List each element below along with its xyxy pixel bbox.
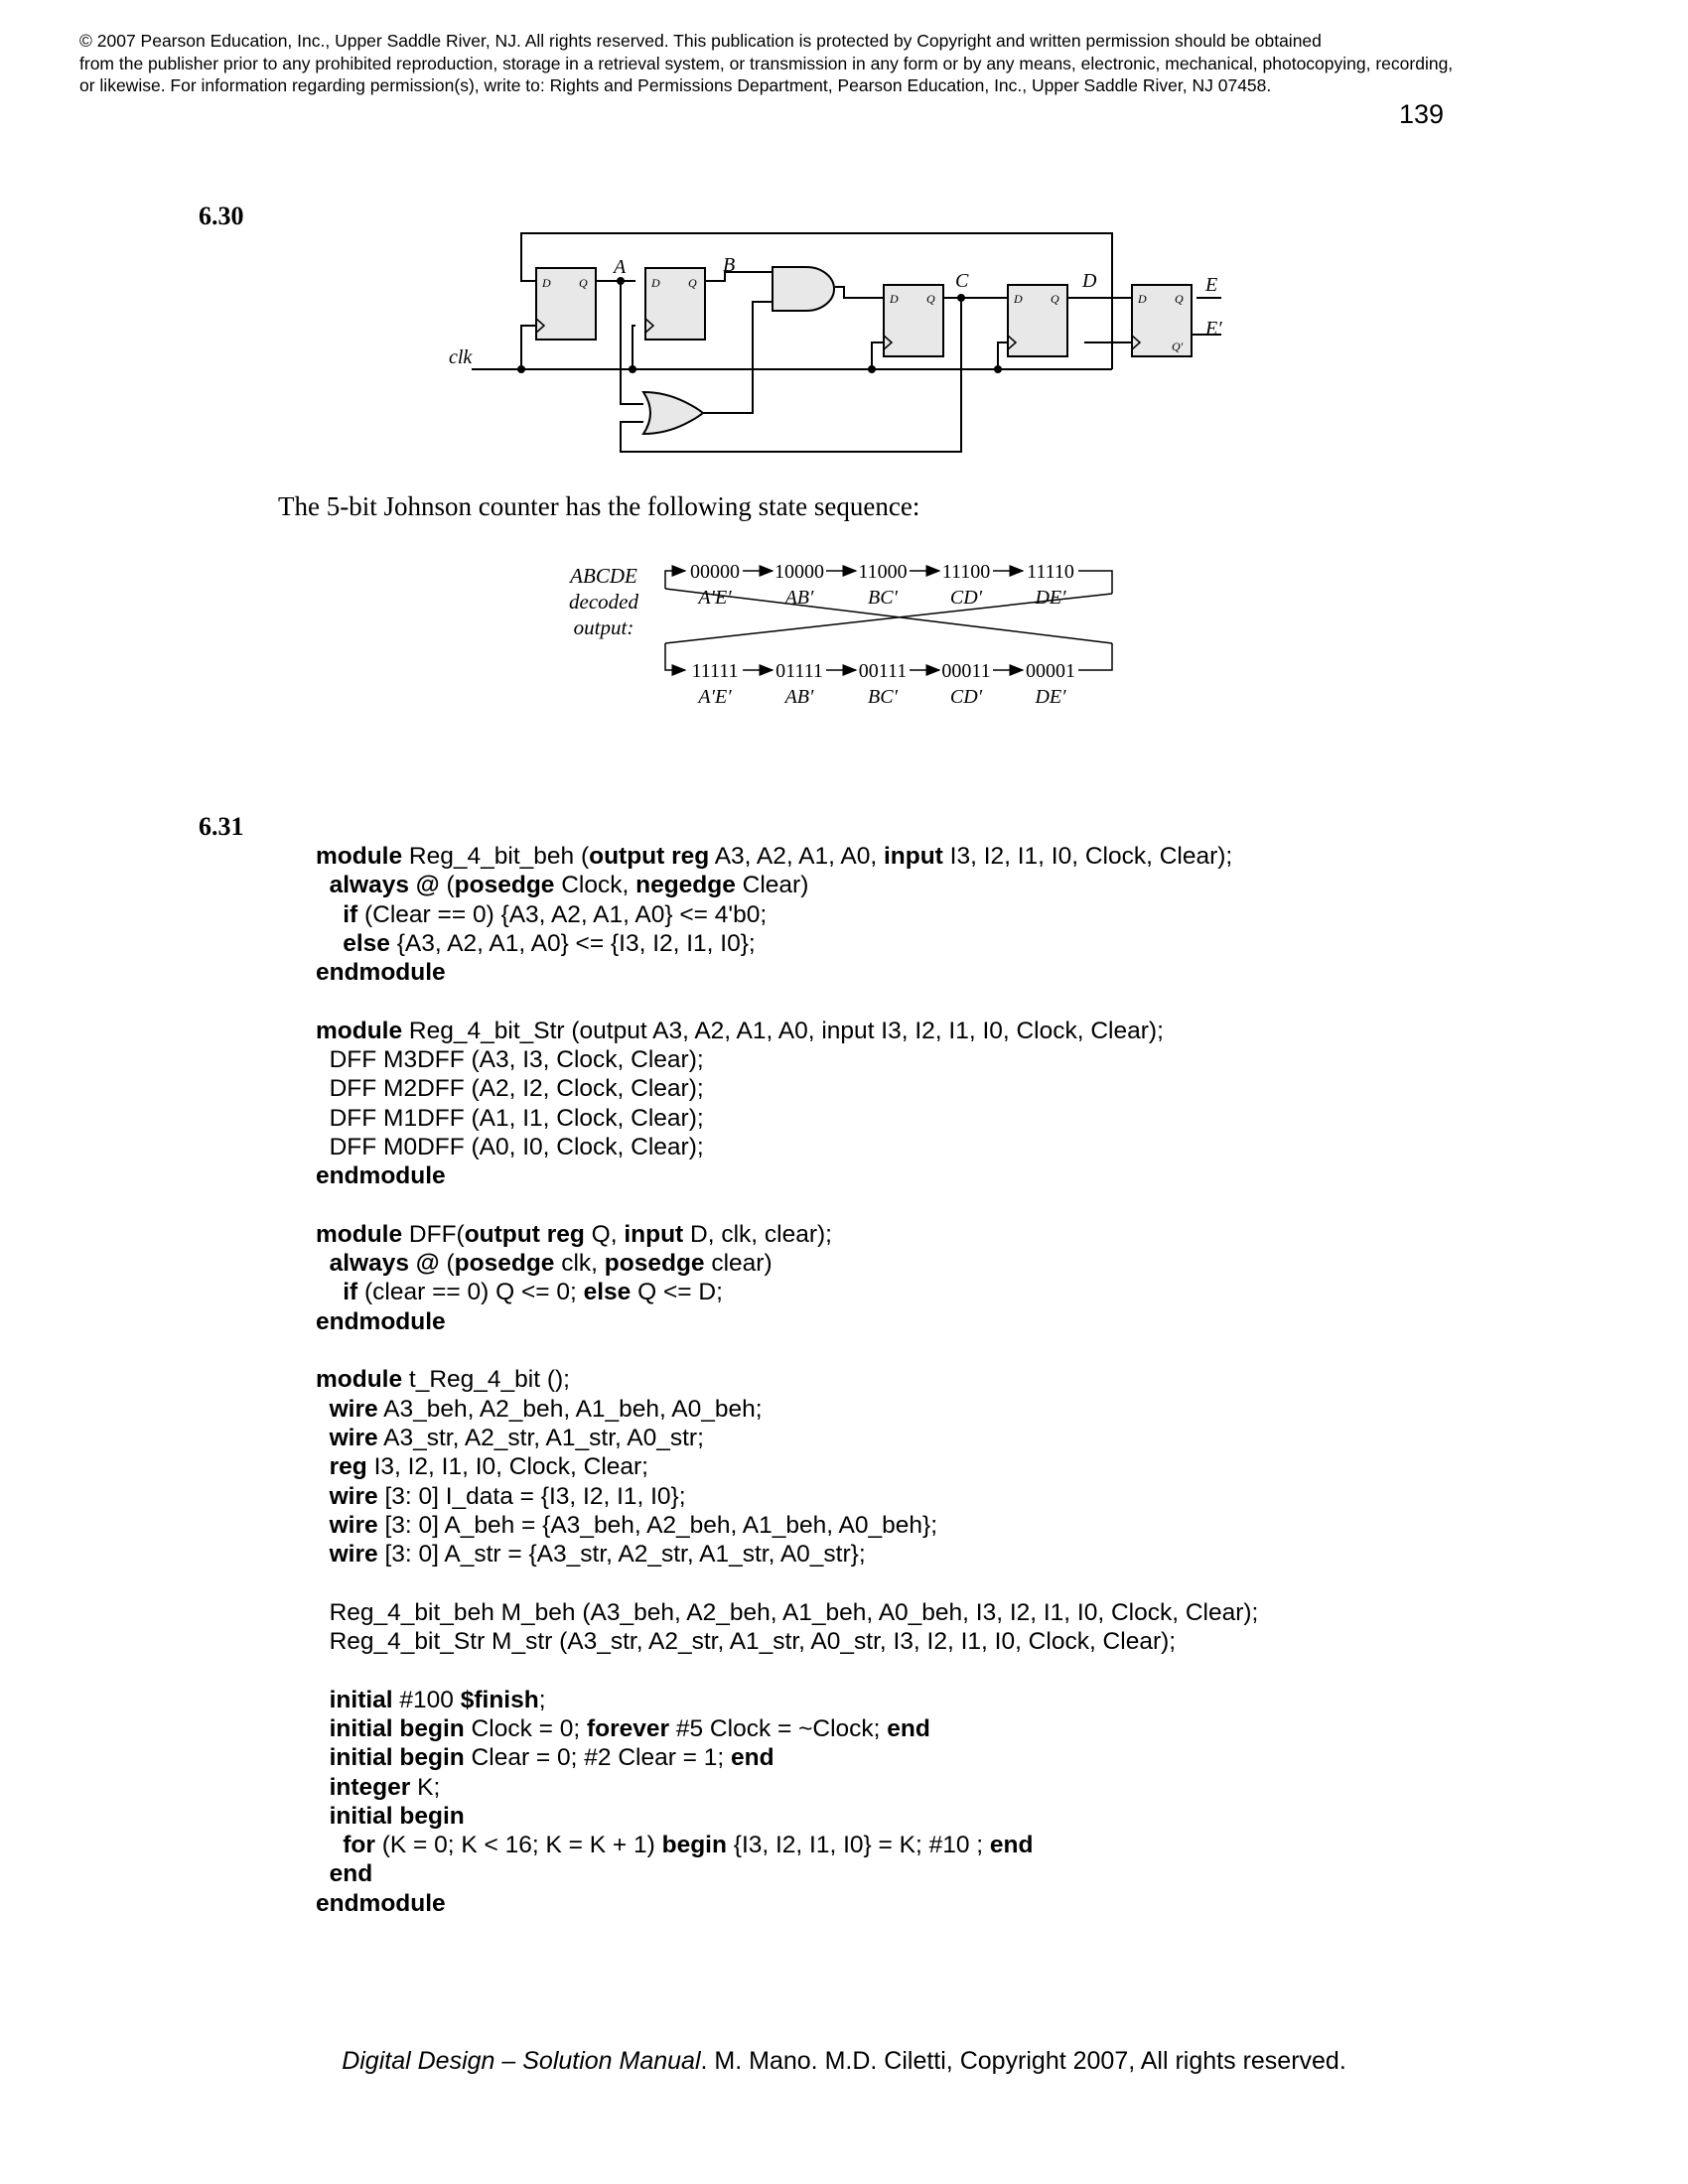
ff-d-label: D bbox=[1014, 292, 1023, 306]
code-line bbox=[316, 1569, 1258, 1597]
decoded-output: A′E′ bbox=[698, 686, 732, 708]
state-value: 11100 bbox=[941, 561, 991, 583]
side-label: ABCDE bbox=[570, 564, 637, 588]
ff-d-label: D bbox=[890, 292, 899, 306]
footer-citation bbox=[0, 2047, 1688, 2076]
code-line: initial begin Clock = 0; forever #5 Clock = ~Clock; end bbox=[329, 1714, 930, 1742]
code-line: always @ (posedge Clock, negedge Clear) bbox=[329, 872, 809, 899]
ff-q-label: Q bbox=[688, 276, 697, 290]
copyright-line: from the publisher prior to any prohibited reproduction, storage in a retrieval system, or transmission in any form or by any means, electronic, mechanical, photocopying, recording, bbox=[79, 53, 1454, 73]
code-line: module t_Reg_4_bit (); bbox=[316, 1366, 570, 1394]
copyright-line: or likewise. For information regarding permission(s), write to: Rights and Permissions Department, Pearson Education, Inc., Upper Saddle River, NJ 07458. bbox=[79, 75, 1272, 95]
code-line: end bbox=[329, 1860, 373, 1888]
signal-c-label: C bbox=[955, 270, 969, 292]
code-line: wire A3_beh, A2_beh, A1_beh, A0_beh; bbox=[329, 1395, 763, 1423]
code-line bbox=[316, 1336, 1258, 1365]
copyright-line: © 2007 Pearson Education, Inc., Upper Saddle River, NJ. All rights reserved. This publication is protected by Copyright and written permission should be obtained bbox=[79, 31, 1322, 51]
code-line: initial begin Clear = 0; #2 Clear = 1; end bbox=[329, 1744, 774, 1772]
decoded-output: BC′ bbox=[868, 587, 898, 609]
code-line: endmodule bbox=[316, 1889, 446, 1917]
decoded-output: DE′ bbox=[1035, 686, 1066, 708]
side-label: decoded bbox=[569, 590, 638, 614]
decoded-output: AB′ bbox=[784, 587, 814, 609]
code-line: reg I3, I2, I1, I0, Clock, Clear; bbox=[329, 1453, 648, 1481]
code-line: initial begin bbox=[329, 1802, 465, 1830]
copyright-notice bbox=[79, 30, 1628, 97]
signal-a-label: A bbox=[614, 256, 627, 278]
state-value: 11111 bbox=[691, 660, 739, 682]
decoded-output: BC′ bbox=[868, 686, 898, 708]
code-line: module Reg_4_bit_Str (output A3, A2, A1, A0, input I3, I2, I1, I0, Clock, Clear); bbox=[316, 1017, 1164, 1044]
state-value: 00011 bbox=[941, 660, 991, 682]
code-line: wire [3: 0] I_data = {I3, I2, I1, I0}; bbox=[329, 1482, 686, 1510]
state-value: 11110 bbox=[1027, 561, 1074, 583]
code-line: DFF M3DFF (A3, I3, Clock, Clear); bbox=[316, 1046, 704, 1074]
code-line: initial #100 $finish; bbox=[329, 1686, 546, 1713]
ff-q-label: Q bbox=[926, 292, 935, 306]
state-value: 00111 bbox=[858, 660, 908, 682]
problem-number-6-30: 6.30 bbox=[199, 202, 244, 230]
code-line: endmodule bbox=[316, 1162, 446, 1190]
code-line: wire [3: 0] A_beh = {A3_beh, A2_beh, A1_beh, A0_beh}; bbox=[329, 1511, 938, 1539]
clk-label: clk bbox=[449, 346, 473, 368]
footer-book-title: Digital Design – Solution Manual bbox=[342, 2047, 701, 2075]
or-gate bbox=[643, 392, 703, 434]
decoded-output: A′E′ bbox=[698, 587, 732, 609]
code-line bbox=[316, 1191, 1258, 1220]
ff-q-label: Q bbox=[579, 276, 588, 290]
code-line: for (K = 0; K < 16; K = K + 1) begin {I3, I2, I1, I0} = K; #10 ; end bbox=[343, 1832, 1034, 1859]
ff-d-label: D bbox=[651, 276, 660, 290]
code-line: module Reg_4_bit_beh (output reg A3, A2, A1, A0, input I3, I2, I1, I0, Clock, Clear); bbox=[316, 843, 1233, 870]
code-line: else {A3, A2, A1, A0} <= {I3, I2, I1, I0}; bbox=[343, 929, 756, 957]
ff-d-label: D bbox=[542, 276, 551, 290]
code-line: Reg_4_bit_Str M_str (A3_str, A2_str, A1_str, A0_str, I3, I2, I1, I0, Clock, Clear); bbox=[316, 1628, 1177, 1656]
code-line: wire [3: 0] A_str = {A3_str, A2_str, A1_str, A0_str}; bbox=[329, 1541, 866, 1569]
decoded-output: CD′ bbox=[949, 686, 983, 708]
code-line: DFF M2DFF (A2, I2, Clock, Clear); bbox=[316, 1075, 704, 1103]
code-line: DFF M1DFF (A1, I1, Clock, Clear); bbox=[316, 1104, 704, 1132]
code-line: Reg_4_bit_beh M_beh (A3_beh, A2_beh, A1_beh, A0_beh, I3, I2, I1, I0, Clock, Clear); bbox=[316, 1598, 1259, 1626]
code-line bbox=[316, 1656, 1258, 1685]
page-number: 139 bbox=[1398, 99, 1444, 129]
signal-b-label: B bbox=[723, 254, 736, 276]
decoded-output: DE′ bbox=[1035, 587, 1066, 609]
and-gate bbox=[773, 267, 834, 311]
state-value: 10000 bbox=[774, 561, 824, 583]
state-value: 00000 bbox=[690, 561, 740, 583]
state-sequence-diagram bbox=[556, 556, 1132, 715]
ff-qprime-label: Q′ bbox=[1172, 340, 1184, 353]
decoded-output: AB′ bbox=[784, 686, 814, 708]
code-line: integer K; bbox=[329, 1773, 441, 1801]
code-line: wire A3_str, A2_str, A1_str, A0_str; bbox=[329, 1424, 704, 1451]
state-value: 00001 bbox=[1026, 660, 1075, 682]
signal-e-prime-label: E′ bbox=[1205, 318, 1222, 340]
state-value: 11000 bbox=[858, 561, 908, 583]
verilog-code-block bbox=[316, 842, 1258, 1918]
footer-rest: . M. Mano. M.D. Ciletti, Copyright 2007, All rights reserved. bbox=[700, 2047, 1346, 2075]
code-line: DFF M0DFF (A0, I0, Clock, Clear); bbox=[316, 1133, 704, 1160]
decoded-output: CD′ bbox=[949, 587, 983, 609]
code-line: always @ (posedge clk, posedge clear) bbox=[329, 1250, 773, 1278]
johnson-counter-circuit bbox=[437, 223, 1251, 472]
code-line: endmodule bbox=[316, 959, 446, 987]
ff-q-label: Q bbox=[1175, 292, 1184, 306]
state-value: 01111 bbox=[775, 660, 823, 682]
code-line bbox=[316, 987, 1258, 1016]
problem-number-6-31: 6.31 bbox=[199, 812, 244, 841]
code-line: endmodule bbox=[316, 1307, 446, 1335]
sequence-intro-text: The 5-bit Johnson counter has the following state sequence: bbox=[278, 491, 920, 521]
ff-d-label: D bbox=[1138, 292, 1147, 306]
code-line: module DFF(output reg Q, input D, clk, clear); bbox=[316, 1220, 832, 1248]
side-label: output: bbox=[573, 615, 634, 639]
code-line: if (Clear == 0) {A3, A2, A1, A0} <= 4'b0; bbox=[343, 900, 768, 928]
ff-q-label: Q bbox=[1051, 292, 1059, 306]
signal-e-label: E bbox=[1205, 274, 1218, 296]
signal-d-label: D bbox=[1082, 270, 1097, 292]
code-line: if (clear == 0) Q <= 0; else Q <= D; bbox=[343, 1279, 723, 1306]
